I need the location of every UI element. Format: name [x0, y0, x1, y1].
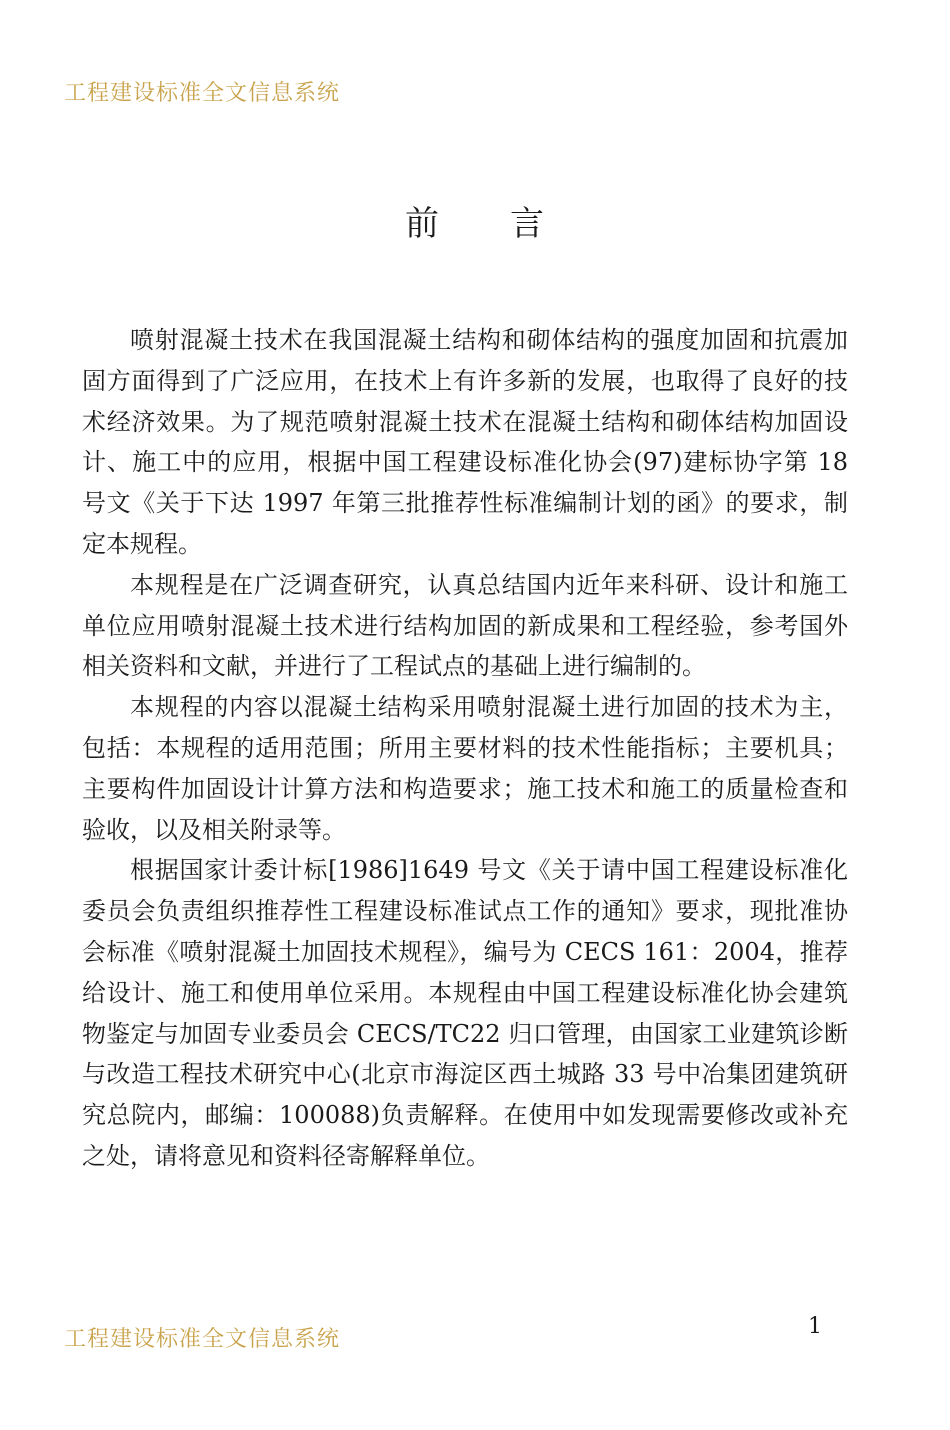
paragraph-4: 根据国家计委计标[1986]1649 号文《关于请中国工程建设标准化委员会负责组织推荐性工程建设标准试点工作的通知》要求，现批准协会标准《喷射混凝土加固技术规程》，编号为 CECS 161：2004，推荐给设计、施工和使用单位采用。本规程由中国工程建设标准化协会建筑物鉴定与加固专业委员会 CECS/TC22 归口管理，由国家工业建筑诊断与改造工程技术研究中心(北京市海淀区西土城路 33 号中冶集团建筑研究总院内，邮编：100088)负责解释。在使用中如发现需要修改或补充之处，请将意见和资料径寄解释单位。 [82, 856, 848, 1170]
header-watermark: 工程建设标准全文信息系统 [64, 81, 341, 106]
paragraph-3: 本规程的内容以混凝土结构采用喷射混凝土进行加固的技术为主，包括：本规程的适用范围；所用主要材料的技术性能指标；主要机具；主要构件加固设计计算方法和构造要求；施工技术和施工的质量检查和验收，以及相关附录等。 [82, 693, 848, 844]
paragraph-2: 本规程是在广泛调查研究，认真总结国内近年来科研、设计和施工单位应用喷射混凝土技术进行结构加固的新成果和工程经验，参考国外相关资料和文献，并进行了工程试点的基础上进行编制的。 [82, 570, 848, 681]
page-number: 1 [808, 1314, 822, 1339]
page-title: 前 言 [405, 204, 545, 244]
paragraph-1: 喷射混凝土技术在我国混凝土结构和砌体结构的强度加固和抗震加固方面得到了广泛应用，在技术上有许多新的发展，也取得了良好的技术经济效果。为了规范喷射混凝土技术在混凝土结构和砌体结构加固设计、施工中的应用，根据中国工程建设标准化协会(97)建标协字第 18 号文《关于下达 1997 年第三批推荐性标准编制计划的函》的要求，制定本规程。 [82, 326, 848, 558]
document-body [82, 320, 848, 1177]
footer-watermark: 工程建设标准全文信息系统 [64, 1327, 341, 1352]
